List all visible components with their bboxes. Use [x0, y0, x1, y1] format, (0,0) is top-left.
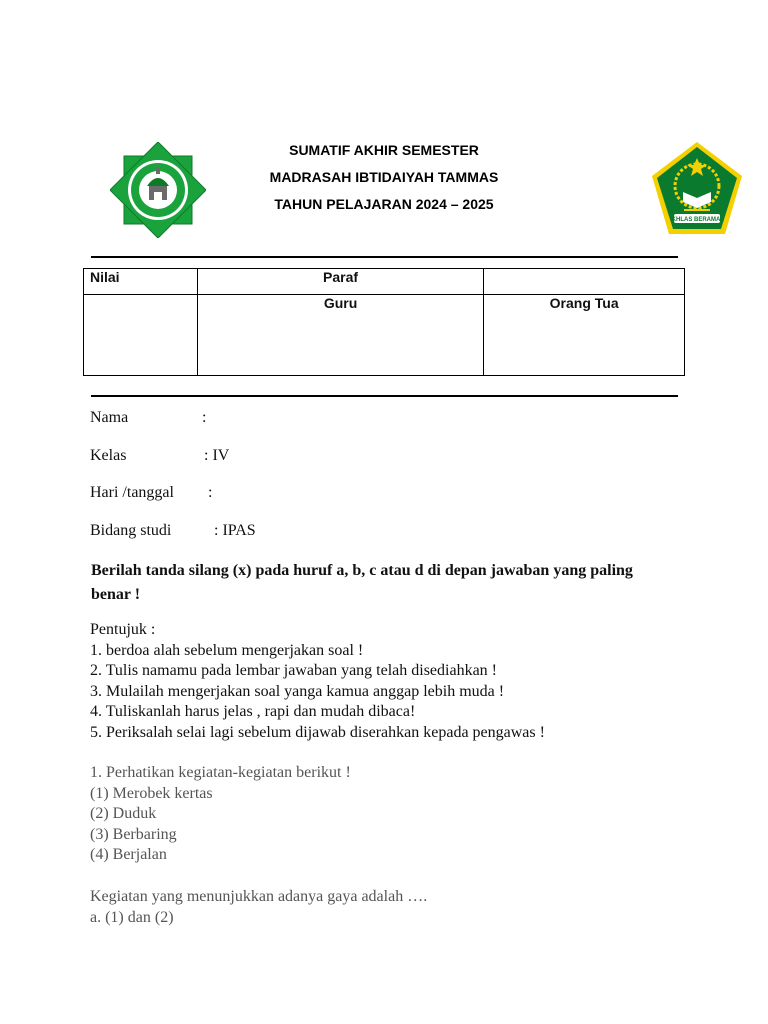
field-value: : — [208, 484, 213, 501]
list-item: 4. Tuliskanlah harus jelas , rapi dan mudah dibaca! — [90, 703, 416, 721]
pentunjuk-section — [90, 620, 545, 744]
list-item: 3. Mulailah mengerjakan soal yanga kamua anggap lebih muda ! — [90, 682, 505, 700]
pentunjuk-list — [90, 641, 545, 744]
question-1-body — [90, 887, 427, 928]
list-item: 5. Periksalah selai lagi sebelum dijawab diserahkan kepada pengawas ! — [90, 723, 545, 741]
logo-motto: IKHLAS BERAMAL — [670, 217, 724, 223]
field-hari-tanggal[interactable] — [90, 484, 213, 502]
field-value: : — [202, 409, 207, 426]
list-item: (3) Berbaring — [90, 825, 177, 843]
field-bidang-studi[interactable] — [90, 522, 256, 540]
empty-header-cell — [484, 269, 685, 295]
paraf-header: Paraf — [197, 269, 483, 295]
header-divider — [91, 256, 678, 258]
ministry-logo — [650, 140, 744, 238]
field-nama[interactable] — [90, 409, 207, 427]
field-value: : IPAS — [214, 522, 256, 539]
question-1 — [90, 763, 351, 866]
academic-year: TAHUN PELAJARAN 2024 – 2025 — [274, 196, 494, 212]
field-label: Nama — [90, 409, 129, 426]
signature-table — [83, 268, 685, 376]
guru-cell[interactable]: Guru — [197, 295, 483, 376]
field-label: Kelas — [90, 447, 127, 464]
list-item: (4) Berjalan — [90, 846, 167, 864]
list-item: 1. berdoa alah sebelum mengerjakan soal ! — [90, 641, 364, 659]
field-value: : IV — [204, 447, 230, 464]
nilai-header: Nilai — [84, 269, 198, 295]
list-item: (2) Duduk — [90, 805, 157, 823]
field-label: Bidang studi — [90, 522, 172, 539]
table-divider — [91, 395, 678, 397]
question-text: Kegiatan yang menunjukkan adanya gaya adalah …. — [90, 888, 428, 905]
question-prompt: 1. Perhatikan kegiatan-kegiatan berikut ! — [90, 764, 351, 781]
orang-tua-cell[interactable]: Orang Tua — [484, 295, 685, 376]
answer-option-a[interactable]: a. (1) dan (2) — [90, 908, 174, 926]
pentunjuk-heading: Pentujuk : — [90, 621, 156, 638]
list-item: (1) Merobek kertas — [90, 784, 213, 802]
list-item: 2. Tulis namamu pada lembar jawaban yang telah disediahkan ! — [90, 662, 498, 680]
field-label: Hari /tanggal — [90, 484, 174, 501]
field-kelas[interactable] — [90, 447, 230, 465]
school-name: MADRASAH IBTIDAIYAH TAMMAS — [269, 169, 499, 185]
instruction-text: Berilah tanda silang (x) pada huruf a, b, c atau d di depan jawaban yang paling benar ! — [91, 562, 633, 603]
exam-title: SUMATIF AKHIR SEMESTER — [289, 142, 479, 158]
nilai-cell[interactable] — [84, 295, 198, 376]
